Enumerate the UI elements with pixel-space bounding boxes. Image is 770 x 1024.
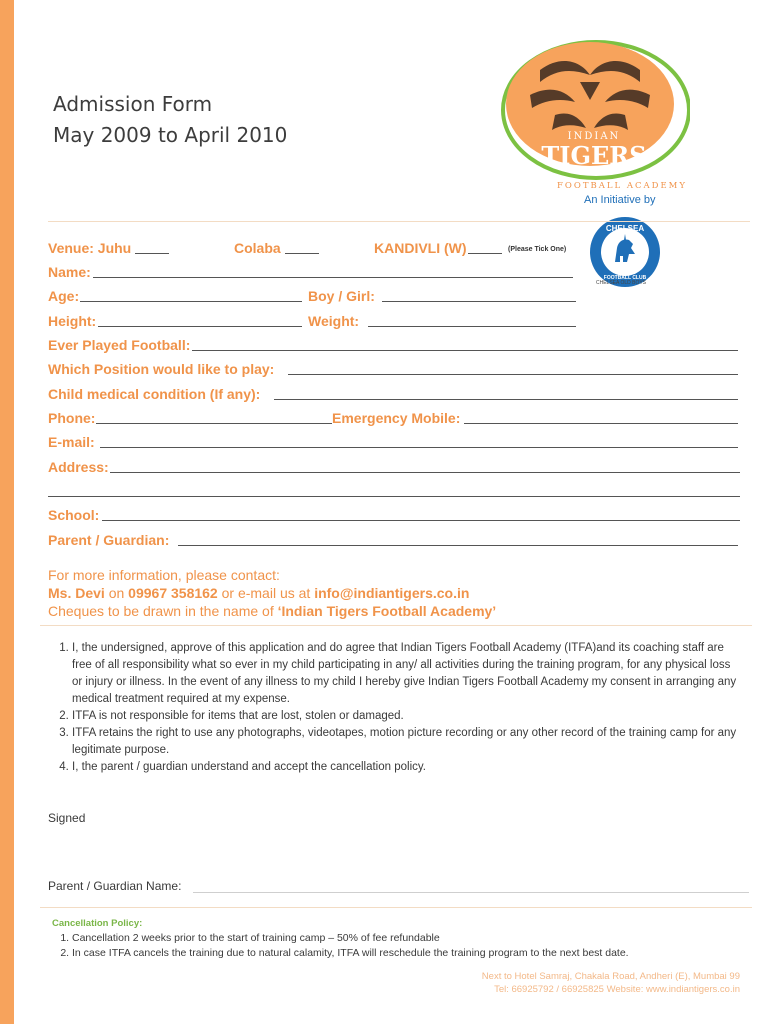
venue-colaba-tick-field[interactable] [285,253,319,254]
weight-field[interactable] [368,326,576,327]
address-field[interactable] [110,472,740,473]
gender-field[interactable] [382,301,576,302]
contact-on: on [104,585,129,601]
logo-tigers-text: TIGERS [541,141,647,170]
age-label: Age: [48,288,80,304]
height-label: Height: [48,313,97,329]
venue-juhu-label: Venue: Juhu [48,240,132,256]
gender-label: Boy / Girl: [308,288,375,304]
form-title: Admission Form [53,92,213,116]
parent-name-label: Parent / Guardian Name: [48,879,182,893]
contact-email-link[interactable]: info@indiantigers.co.in [314,585,470,601]
footer-contact: Tel: 66925792 / 66925825 Website: www.indiantigers.co.in [494,984,740,995]
contact-person: Ms. Devi [48,585,105,601]
logo-academy-text: FOOTBALL ACADEMY [557,181,687,190]
contact-divider [40,625,752,626]
form-period: May 2009 to April 2010 [53,123,288,147]
cheque-text: Cheques to be drawn in the name of [48,603,278,619]
medical-field[interactable] [274,399,738,400]
logo-indian-text: INDIAN [567,131,621,142]
term-item: 3. ITFA retains the right to use any photographs, videotapes, motion picture recording or any other record of the training camp for any legitimate purpose. [72,725,738,759]
signed-label: Signed [48,811,86,825]
contact-intro: For more information, please contact: [48,567,280,583]
medical-label: Child medical condition (If any): [48,386,261,402]
phone-field[interactable] [96,423,332,424]
chelsea-top-text: CHELSEA [605,224,645,233]
school-field[interactable] [102,520,740,521]
address-label: Address: [48,459,109,475]
parent-name-field[interactable] [193,892,749,893]
contact-phone[interactable]: 09967 358162 [128,585,218,601]
email-field[interactable] [100,447,738,448]
initiative-text: An Initiative by [584,194,656,206]
guardian-field[interactable] [178,545,738,546]
cancellation-title: Cancellation Policy: [52,918,143,929]
weight-label: Weight: [308,313,360,329]
name-field[interactable] [93,277,573,278]
emergency-field[interactable] [464,423,738,424]
height-field[interactable] [98,326,302,327]
venue-kandivli-label: KANDIVLI (W) [374,240,467,256]
chelsea-bottom-text: FOOTBALL CLUB [603,275,647,281]
term-item: 4. I, the parent / guardian understand and accept the cancellation policy. [72,759,738,776]
venue-kandivli-tick-field[interactable] [468,253,502,254]
tick-note: (Please Tick One) [508,246,567,253]
venue-colaba-label: Colaba [234,240,281,256]
contact-details [48,585,469,601]
venue-juhu-tick-field[interactable] [135,253,169,254]
email-label: E-mail: [48,434,95,450]
emergency-label: Emergency Mobile: [332,410,461,426]
address-field-line2[interactable] [48,496,740,497]
position-field[interactable] [288,374,738,375]
guardian-label: Parent / Guardian: [48,532,170,548]
term-item: 1. I, the undersigned, approve of this application and do agree that Indian Tigers Football Academy (ITFA)and its coaching staff are free of all responsibility what so ever in my child participating in any/ all activities during the training program, for any physical loss or injury or illness. In the event of any illness to my child I hereby give Indian Tigers Football Academy my consent in arranging any medical treatment required at my expense. [72,640,738,708]
chelsea-old-boys-text: CHELSEA OLD BOYS [596,280,647,286]
cheque-info [48,603,496,619]
school-label: School: [48,507,100,523]
side-accent-bar [0,0,14,1024]
cancellation-item: 2. In case ITFA cancels the training due to natural calamity, ITFA will reschedule the training program to the next best date. [72,946,629,961]
football-field[interactable] [192,350,738,351]
cheque-payee: ‘Indian Tigers Football Academy’ [277,603,497,619]
cancellation-divider [40,907,752,908]
term-item: 2. ITFA is not responsible for items that are lost, stolen or damaged. [72,708,738,725]
age-field[interactable] [80,301,302,302]
footer-address: Next to Hotel Samraj, Chakala Road, Andheri (E), Mumbai 99 [481,971,740,982]
football-label: Ever Played Football: [48,337,191,353]
terms-list [48,640,738,776]
phone-label: Phone: [48,410,96,426]
position-label: Which Position would like to play: [48,361,275,377]
header-divider [48,221,750,222]
cancellation-list [48,931,629,961]
contact-email-text: or e-mail us at [217,585,315,601]
cancellation-item: 1. Cancellation 2 weeks prior to the start of training camp – 50% of fee refundable [72,931,629,946]
indian-tigers-logo [500,40,690,190]
name-label: Name: [48,264,91,280]
